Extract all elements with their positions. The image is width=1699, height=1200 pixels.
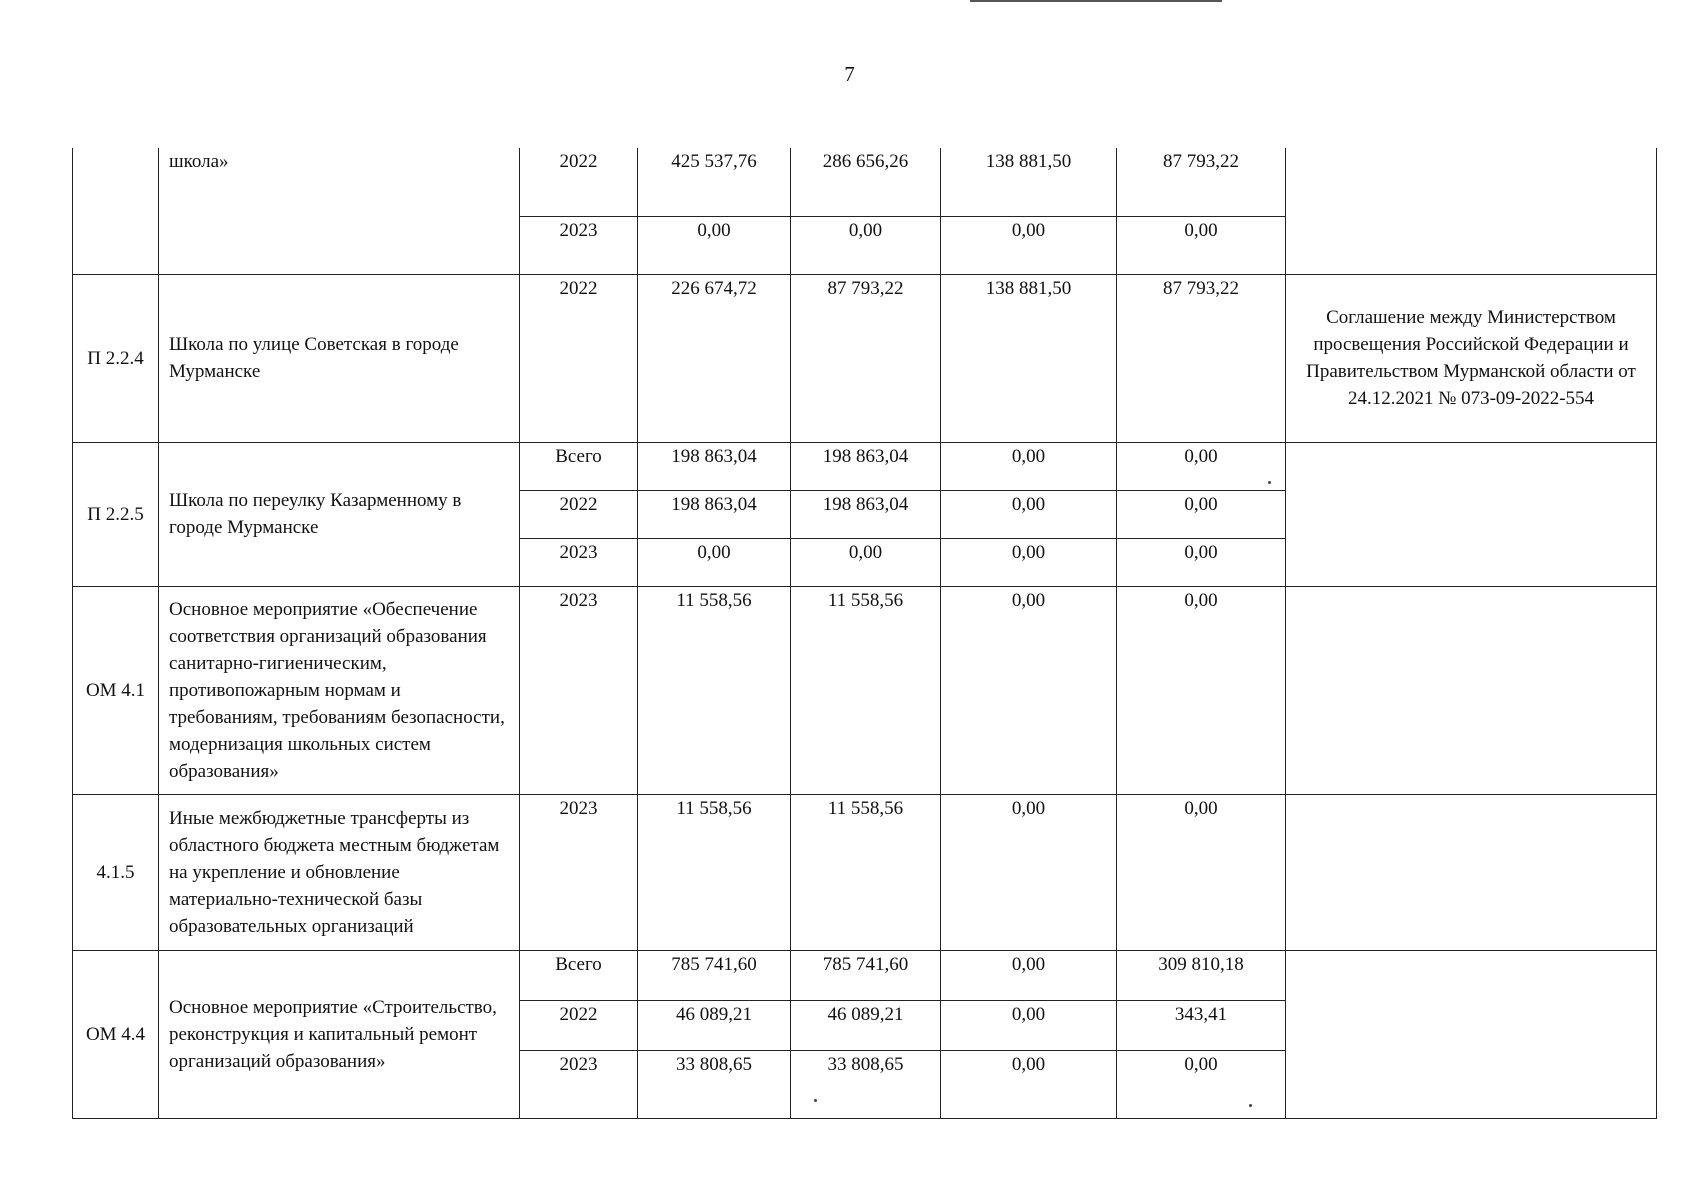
row-year: 2022 bbox=[520, 490, 638, 538]
row-note bbox=[1286, 148, 1657, 274]
amount-cell: 0,00 bbox=[941, 442, 1117, 490]
row-year: 2023 bbox=[520, 216, 638, 274]
row-year: 2023 bbox=[520, 538, 638, 586]
amount-cell: 0,00 bbox=[1117, 442, 1286, 490]
row-year: 2023 bbox=[520, 794, 638, 950]
amount-cell: 0,00 bbox=[941, 1000, 1117, 1050]
row-code: П 2.2.5 bbox=[73, 442, 159, 586]
row-year: 2022 bbox=[520, 274, 638, 442]
row-year: Всего bbox=[520, 950, 638, 1000]
amount-cell: 0,00 bbox=[941, 1050, 1117, 1118]
amount-cell: 0,00 bbox=[791, 216, 941, 274]
amount-cell: 785 741,60 bbox=[638, 950, 791, 1000]
row-year: 2023 bbox=[520, 1050, 638, 1118]
scan-speck bbox=[1249, 1104, 1252, 1107]
amount-cell: 46 089,21 bbox=[638, 1000, 791, 1050]
amount-cell: 138 881,50 bbox=[941, 148, 1117, 216]
amount-cell: 425 537,76 bbox=[638, 148, 791, 216]
row-note bbox=[1286, 794, 1657, 950]
amount-cell: 198 863,04 bbox=[791, 490, 941, 538]
row-code: ОМ 4.1 bbox=[73, 586, 159, 794]
amount-cell: 0,00 bbox=[791, 538, 941, 586]
row-name: Иные межбюджетные трансферты из областного бюджета местным бюджетам на укрепление и обновление материально-технической базы образовательных организаций bbox=[159, 794, 520, 950]
amount-cell: 0,00 bbox=[638, 538, 791, 586]
amount-cell: 0,00 bbox=[1117, 1050, 1286, 1118]
amount-cell: 33 808,65 bbox=[791, 1050, 941, 1118]
amount-cell: 87 793,22 bbox=[1117, 148, 1286, 216]
table-row bbox=[73, 148, 1657, 216]
amount-cell: 138 881,50 bbox=[941, 274, 1117, 442]
row-note bbox=[1286, 950, 1657, 1118]
row-note: Соглашение между Министерством просвещения Российской Федерации и Правительством Мурманской области от 24.12.2021 № 073-09-2022-554 bbox=[1286, 274, 1657, 442]
row-year: 2022 bbox=[520, 148, 638, 216]
amount-cell: 11 558,56 bbox=[791, 586, 941, 794]
scan-speck bbox=[1268, 481, 1271, 484]
table-row bbox=[73, 950, 1657, 1000]
amount-cell: 286 656,26 bbox=[791, 148, 941, 216]
page-number: 7 bbox=[844, 62, 855, 86]
row-name: Основное мероприятие «Обеспечение соответствия организаций образования санитарно-гигиеническим, противопожарным нормам и требованиям, требованиям безопасности, модернизация школьных систем образования» bbox=[159, 586, 520, 794]
table-body bbox=[73, 148, 1657, 1118]
row-code: 4.1.5 bbox=[73, 794, 159, 950]
row-name: школа» bbox=[159, 148, 520, 274]
amount-cell: 343,41 bbox=[1117, 1000, 1286, 1050]
amount-cell: 0,00 bbox=[1117, 538, 1286, 586]
amount-cell: 785 741,60 bbox=[791, 950, 941, 1000]
amount-cell: 33 808,65 bbox=[638, 1050, 791, 1118]
amount-cell: 11 558,56 bbox=[791, 794, 941, 950]
amount-cell: 0,00 bbox=[941, 216, 1117, 274]
table-row bbox=[73, 794, 1657, 950]
amount-cell: 198 863,04 bbox=[638, 490, 791, 538]
table-row bbox=[73, 586, 1657, 794]
amount-cell: 198 863,04 bbox=[638, 442, 791, 490]
row-code: П 2.2.4 bbox=[73, 274, 159, 442]
amount-cell: 0,00 bbox=[1117, 216, 1286, 274]
row-name: Школа по улице Советская в городе Мурманске bbox=[159, 274, 520, 442]
row-code bbox=[73, 148, 159, 274]
amount-cell: 46 089,21 bbox=[791, 1000, 941, 1050]
amount-cell: 0,00 bbox=[941, 586, 1117, 794]
table-row bbox=[73, 442, 1657, 490]
amount-cell: 11 558,56 bbox=[638, 794, 791, 950]
budget-table bbox=[72, 148, 1657, 1119]
amount-cell: 0,00 bbox=[1117, 586, 1286, 794]
amount-cell: 0,00 bbox=[941, 794, 1117, 950]
row-name: Основное мероприятие «Строительство, реконструкция и капитальный ремонт организаций образования» bbox=[159, 950, 520, 1118]
row-note bbox=[1286, 586, 1657, 794]
table-row bbox=[73, 274, 1657, 442]
row-year: 2022 bbox=[520, 1000, 638, 1050]
amount-cell: 0,00 bbox=[941, 538, 1117, 586]
amount-cell: 226 674,72 bbox=[638, 274, 791, 442]
amount-cell: 0,00 bbox=[941, 950, 1117, 1000]
row-year: 2023 bbox=[520, 586, 638, 794]
amount-cell: 87 793,22 bbox=[791, 274, 941, 442]
amount-cell: 11 558,56 bbox=[638, 586, 791, 794]
row-code: ОМ 4.4 bbox=[73, 950, 159, 1118]
top-rule bbox=[970, 0, 1222, 2]
row-name: Школа по переулку Казарменному в городе Мурманске bbox=[159, 442, 520, 586]
row-year: Всего bbox=[520, 442, 638, 490]
amount-cell: 0,00 bbox=[1117, 490, 1286, 538]
amount-cell: 198 863,04 bbox=[791, 442, 941, 490]
amount-cell: 0,00 bbox=[941, 490, 1117, 538]
amount-cell: 309 810,18 bbox=[1117, 950, 1286, 1000]
amount-cell: 0,00 bbox=[638, 216, 791, 274]
amount-cell: 0,00 bbox=[1117, 794, 1286, 950]
scan-speck bbox=[814, 1099, 817, 1102]
row-note bbox=[1286, 442, 1657, 586]
amount-cell: 87 793,22 bbox=[1117, 274, 1286, 442]
